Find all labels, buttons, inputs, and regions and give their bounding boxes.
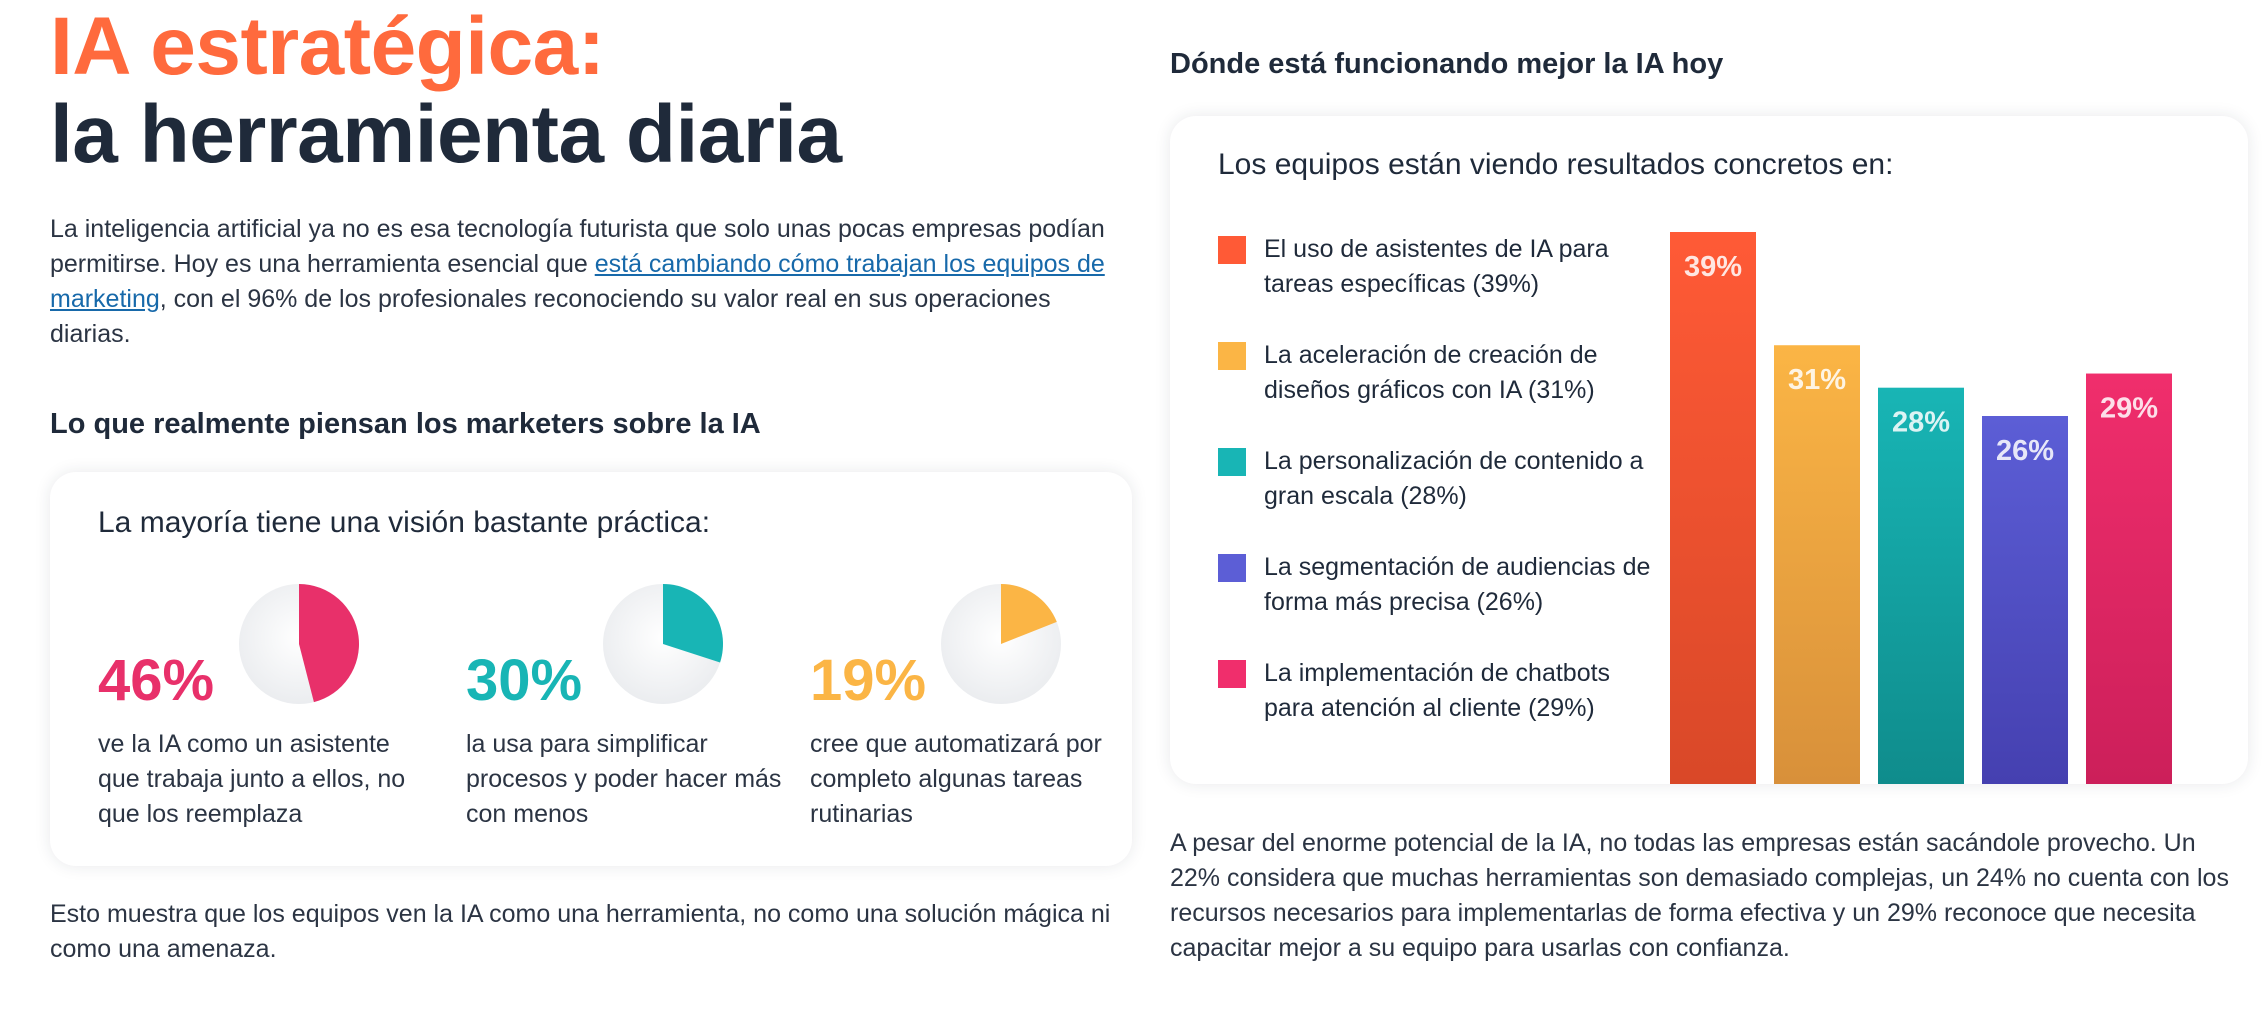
results-card: [1170, 116, 2248, 784]
legend-swatch: [1218, 236, 1246, 264]
bar-data-label: 39%: [1683, 251, 1743, 283]
legend-item: [1218, 656, 1658, 736]
opinion-heading: Lo que realmente piensan los marketers sobre la IA: [50, 408, 761, 440]
bar: [1982, 416, 2068, 784]
legend-label: La implementación de chatbots para atención al cliente (29%): [1264, 659, 1611, 722]
legend-swatch: [1218, 660, 1246, 688]
legend-item: [1218, 550, 1658, 630]
legend-item: [1218, 444, 1658, 524]
stat-description: la usa para simplificar procesos y poder hacer más con menos: [466, 730, 782, 828]
bar: [1670, 232, 1756, 784]
legend-swatch: [1218, 448, 1246, 476]
legend-label: La segmentación de audiencias de forma más precisa (26%): [1264, 553, 1651, 616]
pie-icon: [236, 581, 362, 707]
stat-description: cree que automatizará por completo algunas tareas rutinarias: [810, 730, 1102, 828]
bar-data-label: 28%: [1891, 406, 1951, 439]
pie-icon: [938, 581, 1064, 707]
results-closing: A pesar del enorme potencial de la IA, no todas las empresas están sacándole provecho. Un 22% considera que muchas herramientas son demasiado complejas, un 24% no cuenta con los recursos necesarios para implementarlas de forma efectiva y un 29% reconoce que necesita capacitar mejor a su equipo para usarlas con confianza.: [1170, 829, 2229, 962]
bar-data-label: 26%: [1995, 435, 2055, 467]
bar: [1774, 345, 1860, 784]
title-accent: IA estratégica:: [50, 1, 605, 92]
results-card-title: Los equipos están viendo resultados concretos en:: [1218, 148, 1894, 181]
stat-description: ve la IA como un asistente que trabaja junto a ellos, no que los reemplaza: [98, 730, 406, 828]
pie-icon: [600, 581, 726, 707]
opinion-card: [50, 472, 1132, 866]
legend-label: La personalización de contenido a gran escala (28%): [1264, 447, 1644, 510]
stat-value: 30%: [466, 648, 583, 713]
title-main: la herramienta diaria: [50, 89, 842, 180]
legend-label: El uso de asistentes de IA para tareas específicas (39%): [1264, 235, 1609, 298]
bar-data-label: 29%: [2099, 392, 2159, 425]
legend-item: [1218, 232, 1658, 312]
bar-chart: [1670, 232, 2190, 784]
intro-text-after: , con el 96% de los profesionales reconociendo su valor real en sus operaciones diarias.: [50, 285, 1051, 348]
intro-link[interactable]: está cambiando cómo trabajan los equipos de marketing: [50, 250, 1105, 313]
legend-swatch: [1218, 554, 1246, 582]
opinion-card-title: La mayoría tiene una visión bastante práctica:: [98, 506, 711, 539]
bar: [1878, 388, 1964, 784]
results-heading: Dónde está funcionando mejor la IA hoy: [1170, 48, 1724, 80]
legend-item: [1218, 338, 1658, 418]
bar: [2086, 374, 2172, 784]
legend-swatch: [1218, 342, 1246, 370]
bar-data-label: 31%: [1787, 364, 1847, 397]
legend-label: La aceleración de creación de diseños gráficos con IA (31%): [1264, 341, 1598, 404]
stat-value: 19%: [810, 648, 927, 713]
stat-value: 46%: [98, 648, 215, 713]
intro-paragraph: [50, 212, 1110, 352]
opinion-closing: Esto muestra que los equipos ven la IA como una herramienta, no como una solución mágica ni como una amenaza.: [50, 900, 1111, 963]
intro-text-before: La inteligencia artificial ya no es esa tecnología futurista que solo unas pocas empresas podían permitirse. Hoy es una herramienta esencial que: [50, 215, 1105, 278]
